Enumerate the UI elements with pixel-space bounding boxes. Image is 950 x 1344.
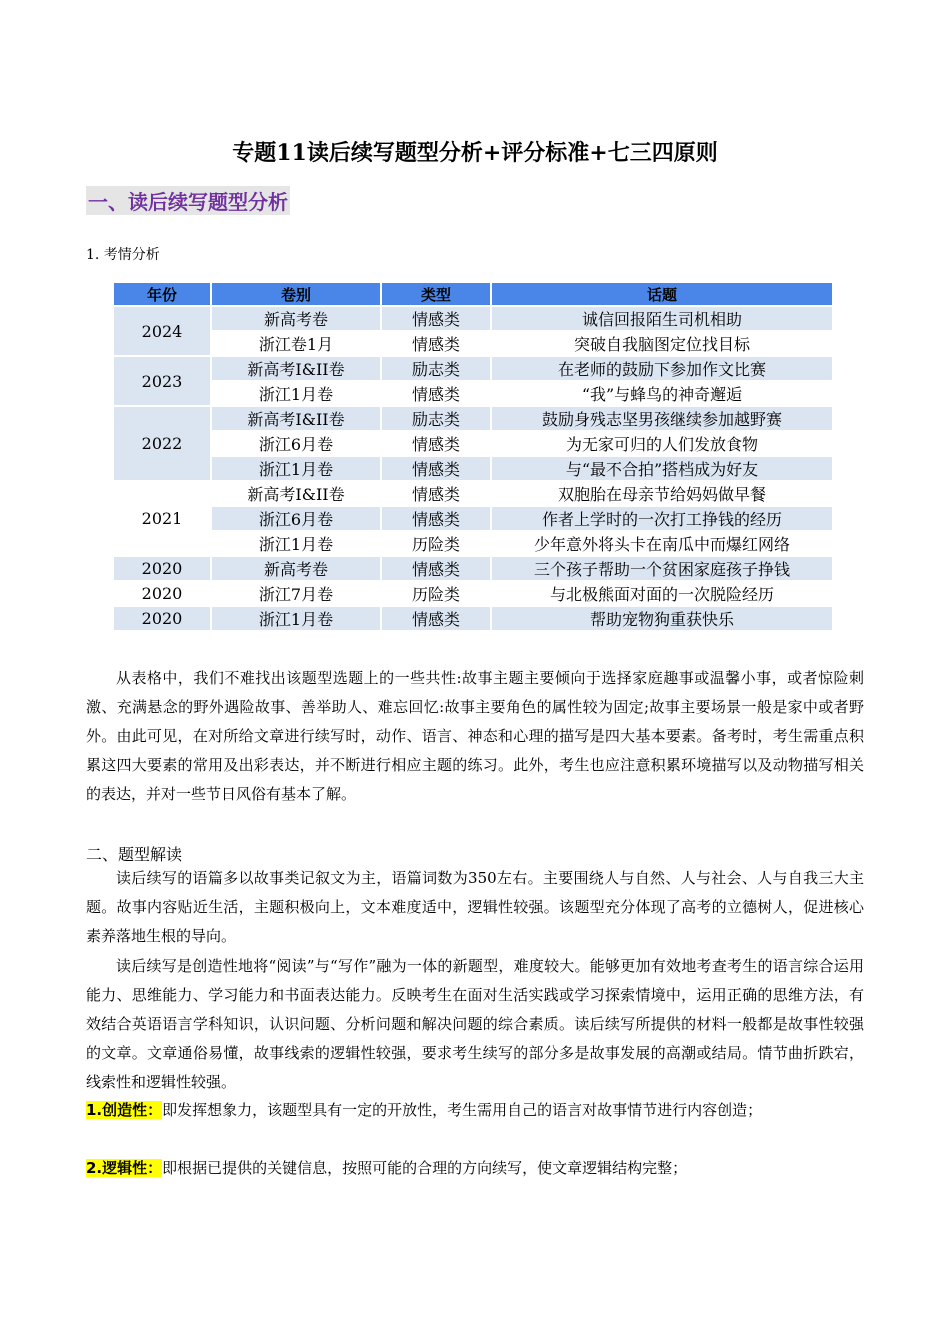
exam-analysis-table bbox=[114, 283, 834, 632]
cell-paper: 浙江6月卷 bbox=[212, 432, 382, 457]
cell-type: 情感类 bbox=[382, 382, 492, 407]
section-heading-interpretation: 二、题型解读 bbox=[86, 845, 183, 864]
subsection-label: 1. 考情分析 bbox=[86, 247, 160, 263]
cell-paper: 浙江6月卷 bbox=[212, 507, 382, 532]
header-type: 类型 bbox=[382, 283, 492, 307]
cell-paper: 新高考I&II卷 bbox=[212, 407, 382, 432]
header-topic: 话题 bbox=[492, 283, 834, 307]
cell-paper: 新高考I&II卷 bbox=[212, 357, 382, 382]
cell-topic: 鼓励身残志坚男孩继续参加越野赛 bbox=[492, 407, 834, 432]
section-heading-analysis: 一、读后续写题型分析 bbox=[86, 186, 290, 215]
cell-year: 2022 bbox=[114, 407, 212, 482]
table-row bbox=[114, 382, 834, 407]
cell-topic: 为无家可归的人们发放食物 bbox=[492, 432, 834, 457]
analysis-paragraph: 从表格中，我们不难找出该题型选题上的一些共性:故事主题主要倾向于选择家庭趣事或温馨小事，或者惊险刺激、充满悬念的野外遇险故事、善举助人、难忘回忆:故事主要角色的属性较为固定;故事主要场景一般是家中或者野外。由此可见，在对所给文章进行续写时，动作、语言、神态和心理的描写是四大基本要素。备考时，考生需重点积累这四大要素的常用及出彩表达，并不断进行相应主题的练习。此外，考生也应注意积累环境描写以及动物描写相关的表达，并对一些节日风俗有基本了解。 bbox=[86, 669, 864, 803]
table-row bbox=[114, 482, 834, 507]
cell-paper: 浙江1月卷 bbox=[212, 607, 382, 632]
table-row bbox=[114, 307, 834, 332]
cell-paper: 浙江卷1月 bbox=[212, 332, 382, 357]
page-title: 专题11读后续写题型分析+评分标准+七三四原则 bbox=[232, 140, 718, 166]
table-header-row bbox=[114, 283, 834, 307]
cell-year: 2020 bbox=[114, 557, 212, 582]
table-row bbox=[114, 582, 834, 607]
table-row bbox=[114, 407, 834, 432]
cell-paper: 浙江1月卷 bbox=[212, 532, 382, 557]
header-year: 年份 bbox=[114, 283, 212, 307]
cell-topic: 双胞胎在母亲节给妈妈做早餐 bbox=[492, 482, 834, 507]
point-creativity bbox=[86, 1096, 864, 1125]
table-row bbox=[114, 432, 834, 457]
point-logic bbox=[86, 1154, 864, 1183]
table-row bbox=[114, 532, 834, 557]
cell-type: 情感类 bbox=[382, 482, 492, 507]
cell-year: 2021 bbox=[114, 482, 212, 557]
cell-year: 2020 bbox=[114, 582, 212, 607]
cell-topic: 少年意外将头卡在南瓜中而爆红网络 bbox=[492, 532, 834, 557]
cell-type: 情感类 bbox=[382, 507, 492, 532]
cell-topic: 与“最不合拍”搭档成为好友 bbox=[492, 457, 834, 482]
cell-paper: 新高考卷 bbox=[212, 307, 382, 332]
cell-topic: 与北极熊面对面的一次脱险经历 bbox=[492, 582, 834, 607]
cell-topic: 在老师的鼓励下参加作文比赛 bbox=[492, 357, 834, 382]
cell-type: 情感类 bbox=[382, 307, 492, 332]
cell-type: 励志类 bbox=[382, 407, 492, 432]
cell-paper: 新高考I&II卷 bbox=[212, 482, 382, 507]
cell-topic: 帮助宠物狗重获快乐 bbox=[492, 607, 834, 632]
cell-year: 2020 bbox=[114, 607, 212, 632]
point-creativity-label: 1.创造性： bbox=[86, 1101, 163, 1119]
point-logic-text: 即根据已提供的关键信息，按照可能的合理的方向续写，使文章逻辑结构完整； bbox=[162, 1159, 688, 1177]
cell-year: 2024 bbox=[114, 307, 212, 357]
cell-topic: 三个孩子帮助一个贫困家庭孩子挣钱 bbox=[492, 557, 834, 582]
cell-type: 历险类 bbox=[382, 532, 492, 557]
cell-type: 励志类 bbox=[382, 357, 492, 382]
table-row bbox=[114, 457, 834, 482]
table-row bbox=[114, 557, 834, 582]
cell-topic: 诚信回报陌生司机相助 bbox=[492, 307, 834, 332]
table-row bbox=[114, 357, 834, 382]
cell-year: 2023 bbox=[114, 357, 212, 407]
cell-type: 情感类 bbox=[382, 332, 492, 357]
interpretation-paragraph-2: 读后续写是创造性地将“阅读”与“写作”融为一体的新题型，难度较大。能够更加有效地考查考生的语言综合运用能力、思维能力、学习能力和书面表达能力。反映考生在面对生活实践或学习探索情境中，运用正确的思维方法，有效结合英语语言学科知识，认识问题、分析问题和解决问题的综合素质。读后续写所提供的材料一般都是故事性较强的文章。文章通俗易懂，故事线索的逻辑性较强，要求考生续写的部分多是故事发展的高潮或结局。情节曲折跌宕，线索性和逻辑性较强。 bbox=[86, 957, 864, 1091]
table-row bbox=[114, 507, 834, 532]
cell-topic: 作者上学时的一次打工挣钱的经历 bbox=[492, 507, 834, 532]
cell-paper: 浙江1月卷 bbox=[212, 457, 382, 482]
interpretation-paragraph-1: 读后续写的语篇多以故事类记叙文为主，语篇词数为350左右。主要围绕人与自然、人与社会、人与自我三大主题。故事内容贴近生活，主题积极向上，文本难度适中，逻辑性较强。该题型充分体现了高考的立德树人，促进核心素养落地生根的导向。 bbox=[86, 869, 864, 945]
cell-paper: 浙江1月卷 bbox=[212, 382, 382, 407]
cell-type: 历险类 bbox=[382, 582, 492, 607]
cell-paper: 浙江7月卷 bbox=[212, 582, 382, 607]
cell-paper: 新高考卷 bbox=[212, 557, 382, 582]
cell-topic: “我”与蜂鸟的神奇邂逅 bbox=[492, 382, 834, 407]
cell-type: 情感类 bbox=[382, 432, 492, 457]
point-logic-label: 2.逻辑性： bbox=[86, 1159, 163, 1177]
cell-topic: 突破自我脑图定位找目标 bbox=[492, 332, 834, 357]
header-paper: 卷别 bbox=[212, 283, 382, 307]
cell-type: 情感类 bbox=[382, 457, 492, 482]
cell-type: 情感类 bbox=[382, 557, 492, 582]
table-row bbox=[114, 607, 834, 632]
cell-type: 情感类 bbox=[382, 607, 492, 632]
point-creativity-text: 即发挥想象力，该题型具有一定的开放性，考生需用自己的语言对故事情节进行内容创造； bbox=[162, 1101, 763, 1119]
table-row bbox=[114, 332, 834, 357]
